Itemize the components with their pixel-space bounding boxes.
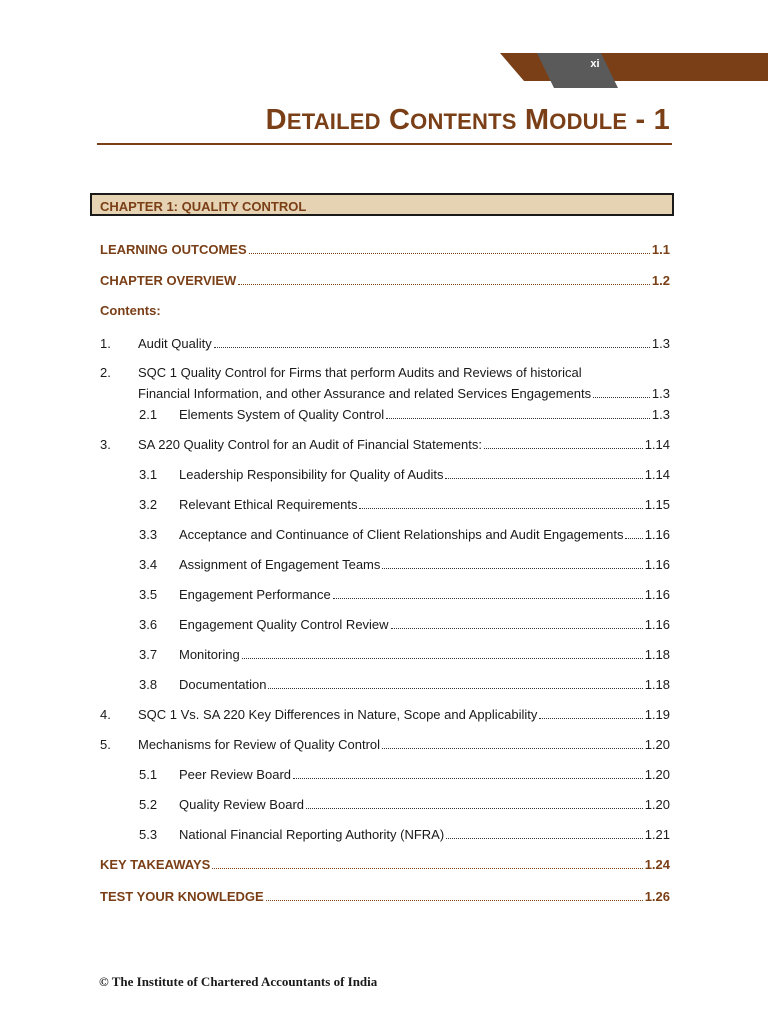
leader-dots (306, 808, 643, 809)
leader-dots (386, 418, 650, 419)
page-number: xi (590, 58, 600, 70)
toc-chapter-overview[interactable]: CHAPTER OVERVIEW 1.2 (100, 273, 670, 288)
leader-dots (446, 838, 643, 839)
leader-dots (266, 900, 643, 901)
toc-item-2[interactable]: Financial Information, and other Assurance and related Services Engagements 1.3 (138, 386, 670, 401)
leader-dots (484, 448, 643, 449)
toc-test-your-knowledge[interactable]: TEST YOUR KNOWLEDGE 1.26 (100, 889, 670, 904)
toc-item-2-number: 2. (100, 365, 111, 380)
leader-dots (359, 508, 642, 509)
toc-item-3-7[interactable]: 3.7 Monitoring 1.18 (139, 647, 670, 662)
toc-item-2-1[interactable]: 2.1 Elements System of Quality Control 1.3 (139, 407, 670, 422)
leader-dots (214, 347, 650, 348)
leader-dots (391, 628, 643, 629)
toc-item-3-2[interactable]: 3.2 Relevant Ethical Requirements 1.15 (139, 497, 670, 512)
toc-item-2-line1[interactable]: SQC 1 Quality Control for Firms that perform Audits and Reviews of historical (138, 365, 582, 380)
leader-dots (333, 598, 643, 599)
leader-dots (242, 658, 643, 659)
toc-item-5-2[interactable]: 5.2 Quality Review Board 1.20 (139, 797, 670, 812)
leader-dots (249, 253, 650, 254)
leader-dots (238, 284, 650, 285)
toc-item-4[interactable]: 4. SQC 1 Vs. SA 220 Key Differences in Nature, Scope and Applicability 1.19 (100, 707, 670, 722)
toc-item-5[interactable]: 5. Mechanisms for Review of Quality Control 1.20 (100, 737, 670, 752)
toc-item-3-6[interactable]: 3.6 Engagement Quality Control Review 1.16 (139, 617, 670, 632)
chapter-heading-box (90, 193, 674, 216)
toc-item-1[interactable]: 1. Audit Quality 1.3 (100, 336, 670, 351)
toc-item-3-8[interactable]: 3.8 Documentation 1.18 (139, 677, 670, 692)
header-ribbon (500, 53, 768, 81)
toc-learning-outcomes[interactable]: LEARNING OUTCOMES 1.1 (100, 242, 670, 257)
toc-item-3-1[interactable]: 3.1 Leadership Responsibility for Quality of Audits 1.14 (139, 467, 670, 482)
toc-item-3-4[interactable]: 3.4 Assignment of Engagement Teams 1.16 (139, 557, 670, 572)
leader-dots (293, 778, 643, 779)
toc-item-3-5[interactable]: 3.5 Engagement Performance 1.16 (139, 587, 670, 602)
title-underline (97, 143, 672, 145)
leader-dots (445, 478, 642, 479)
chapter-heading: CHAPTER 1: QUALITY CONTROL (100, 199, 307, 214)
leader-dots (625, 538, 642, 539)
toc-item-5-1[interactable]: 5.1 Peer Review Board 1.20 (139, 767, 670, 782)
toc-key-takeaways[interactable]: KEY TAKEAWAYS 1.24 (100, 857, 670, 872)
leader-dots (539, 718, 642, 719)
leader-dots (212, 868, 642, 869)
page-title: DETAILED CONTENTS MODULE - 1 (265, 104, 670, 136)
toc-item-3[interactable]: 3. SA 220 Quality Control for an Audit of Financial Statements: 1.14 (100, 437, 670, 452)
toc-item-5-3[interactable]: 5.3 National Financial Reporting Authority (NFRA) 1.21 (139, 827, 670, 842)
footer-copyright: © The Institute of Chartered Accountants of India (99, 974, 378, 989)
leader-dots (382, 748, 643, 749)
leader-dots (268, 688, 642, 689)
toc-item-3-3[interactable]: 3.3 Acceptance and Continuance of Client Relationships and Audit Engagements 1.16 (139, 527, 670, 542)
contents-label: Contents: (100, 303, 161, 318)
leader-dots (593, 397, 650, 398)
leader-dots (382, 568, 642, 569)
